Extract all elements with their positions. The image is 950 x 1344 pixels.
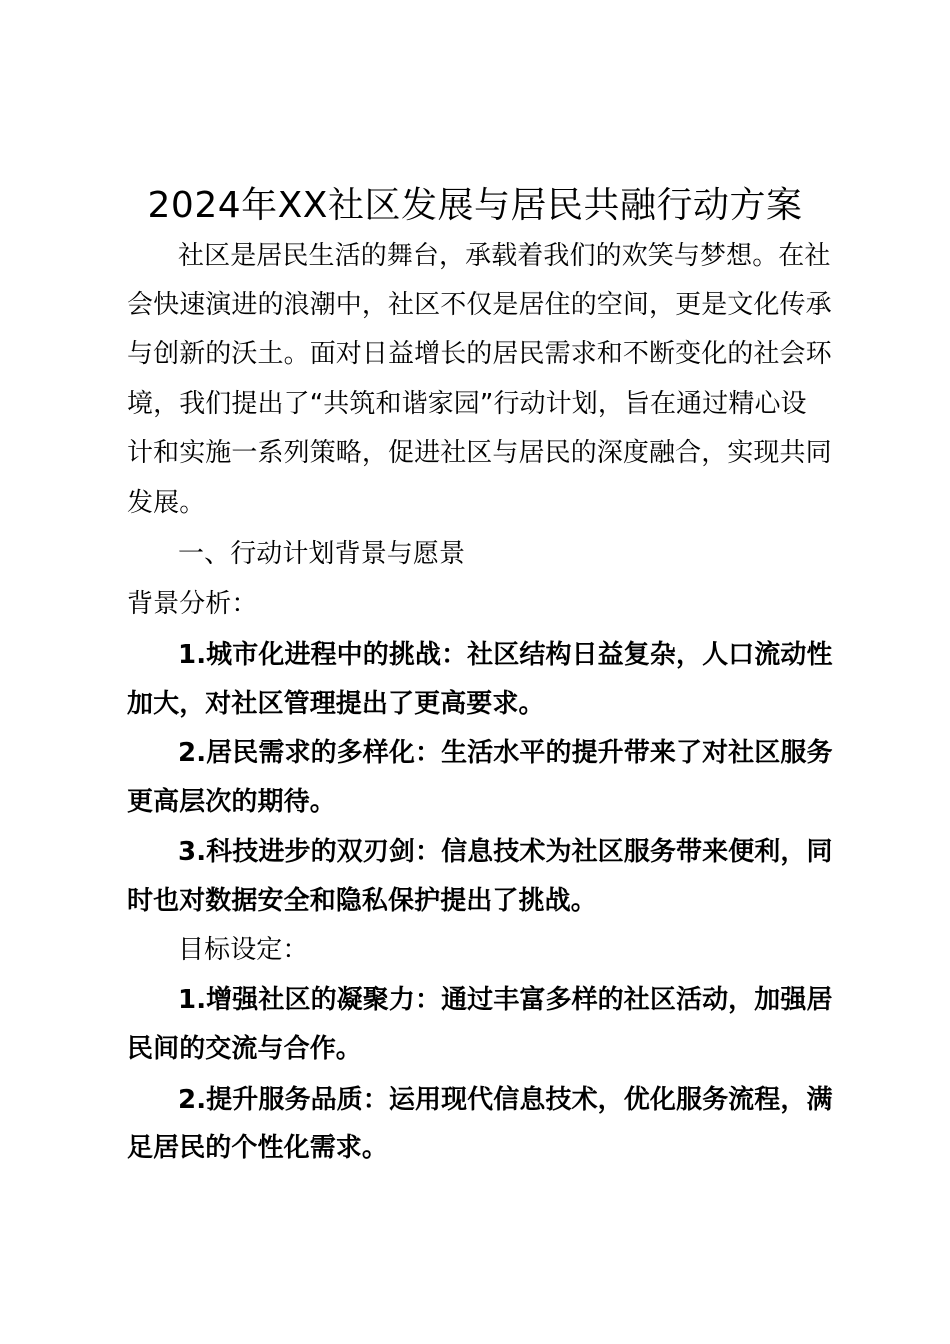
background-item-line: 3.科技进步的双刃剑：信息技术为社区服务带来便利，同: [178, 837, 833, 867]
intro-line: 社区是居民生活的舞台，承载着我们的欢笑与梦想。在社: [178, 241, 831, 271]
background-item-line: 时也对数据安全和隐私保护提出了挑战。: [127, 886, 597, 916]
intro-line: 与创新的沃土。面对日益增长的居民需求和不断变化的社会环: [127, 339, 832, 369]
goals-label: 目标设定：: [178, 935, 309, 965]
goal-item-line: 民间的交流与合作。: [127, 1034, 362, 1064]
background-item-line: 加大，对社区管理提出了更高要求。: [127, 689, 545, 719]
goal-item-line: 1.增强社区的凝聚力：通过丰富多样的社区活动，加强居: [178, 985, 833, 1015]
intro-line: 发展。: [127, 488, 206, 518]
intro-line: 境，我们提出了“共筑和谐家园”行动计划，旨在通过精心设: [127, 389, 807, 419]
background-item-line: 1.城市化进程中的挑战：社区结构日益复杂，人口流动性: [178, 640, 833, 670]
background-item-line: 更高层次的期待。: [127, 787, 336, 817]
section-heading: 一、行动计划背景与愿景: [178, 539, 466, 569]
background-label: 背景分析：: [127, 589, 258, 619]
intro-line: 会快速演进的浪潮中，社区不仅是居住的空间，更是文化传承: [127, 290, 832, 320]
document-title: 2024年XX社区发展与居民共融行动方案: [147, 185, 803, 226]
goal-item-line: 2.提升服务品质：运用现代信息技术，优化服务流程，满: [178, 1085, 833, 1115]
goal-item-line: 足居民的个性化需求。: [127, 1133, 389, 1163]
background-item-line: 2.居民需求的多样化：生活水平的提升带来了对社区服务: [178, 738, 833, 768]
intro-line: 计和实施一系列策略，促进社区与居民的深度融合，实现共同: [127, 438, 832, 468]
